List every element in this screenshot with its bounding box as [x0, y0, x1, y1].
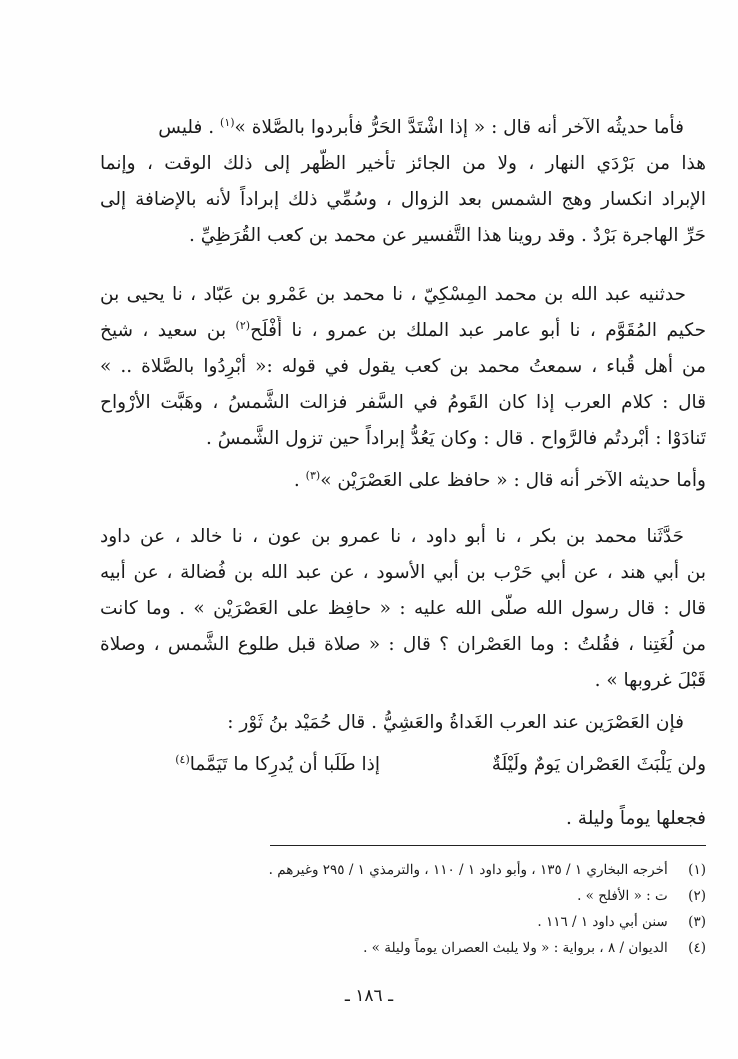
paragraph-2-line-2: حكيم المُقَوَّم ، نا أبو عامر عبد الملك بن عمرو ، نا أَفْلَح$^{(٢)}$ بن سعيد ، شيخ — [100, 318, 706, 341]
paragraph-4-line-2: بن أبي هند ، عن أبي حَرْب بن أبي الأسود ، عن عبد الله بن فُضالة ، عن أبيه — [100, 562, 706, 583]
footnote-ref-3[interactable]: (٣) — [305, 468, 321, 482]
footnote-ref-4[interactable]: (٤) — [175, 752, 190, 766]
paragraph-3-line-1: وأما حديثه الآخر أنه قال : « حافظ على العَصْرَيْن »$^{(٣)}$ . — [293, 468, 706, 491]
paragraph-1-line-2: هذا من بَرْدَي النهار ، ولا من الجائز تأخير الظُّهر إلى ذلك الوقت ، وإنما — [100, 153, 706, 174]
paragraph-2-line-4: قال : كلام العرب إذا كان القَومُ في السَّفر فزالت الشَّمسُ ، وهَبَّت الأرْواح — [100, 392, 706, 413]
footnote-divider — [270, 845, 706, 846]
footnote-ref-1[interactable]: (١) — [220, 115, 235, 129]
paragraph-2-line-1: حدثنيه عبد الله بن محمد المِسْكِيّ ، نا محمد بن عَمْرو بن عَبّاد ، نا يحيى بن — [100, 284, 686, 305]
verse-second-hemistich: إذا طَلَبا أن يُدرِكا ما تَيَمَّما$^{(٤)}$ — [175, 752, 380, 775]
paragraph-1-line-4: حَرِّ الهاجرة بَرْدٌ . وقد روينا هذا التَّفسير عن محمد بن كعب القُرَظِيِّ . — [188, 225, 706, 246]
page-number: ـ ١٨٦ ـ — [344, 986, 394, 1006]
footnote-1: (١) أخرجه البخاري ١ / ١٣٥ ، وأبو داود ١ / ١١٠ ، والترمذي ١ / ٢٩٥ وغيرهم . — [268, 862, 706, 878]
paragraph-5-line-1: فإن العَصْرَين عند العرب الغَداةُ والعَشِيُّ . قال حُمَيْد بنُ ثَوْر : — [227, 712, 684, 733]
verse-first-hemistich: ولن يَلْبَثَ العَصْران يَومٌ ولَيْلَةٌ — [491, 754, 706, 775]
footnote-2: (٢) ت : « الأفلح » . — [577, 888, 706, 904]
poetry-verse — [100, 750, 706, 780]
paragraph-1-line-3: الإبراد انكسار وهج الشمس بعد الزوال ، وسُمِّي ذلك إبراداً لأنه بالإضافة إلى — [100, 189, 706, 210]
paragraph-4-line-3: قال : قال رسول الله صلّى الله عليه : « حافِظ على العَصْرَيْن » . وما كانت — [100, 598, 706, 619]
paragraph-2-line-5: تَنادَوْا : أبْردتُم فالرَّواح . قال : وكان يَعُدُّ إبراداً حين تزول الشَّمسُ . — [206, 428, 706, 449]
footnote-ref-2[interactable]: (٢) — [235, 318, 251, 332]
paragraph-4-line-1: حَدَّثَنا محمد بن بكر ، نا أبو داود ، نا عمرو بن عون ، نا خالد ، عن داود — [100, 526, 684, 547]
paragraph-1-line-1: فأما حديثُه الآخر أنه قال : « إذا اشْتَدَّ الحَرُّ فأبردوا بالصَّلاة »$^{(١)}$ . فليس — [158, 115, 684, 138]
paragraph-4-line-5: قَبْلَ غروبها » . — [594, 670, 706, 691]
footnote-4: (٤) الديوان / ٨ ، برواية : « ولا يلبث العصران يوماً وليلة » . — [363, 940, 706, 956]
paragraph-2-line-3: من أهل قُباء ، سمعتُ محمد بن كعب يقول في قوله :« أبْرِدُوا بالصَّلاة .. » — [100, 356, 706, 377]
footnote-3: (٣) سنن أبي داود ١ / ١١٦ . — [537, 914, 706, 930]
paragraph-4-line-4: من لُغَتِنا ، فقُلتُ : وما العَصْران ؟ قال : « صلاة قبل طلوع الشَّمس ، وصلاة — [100, 634, 706, 655]
paragraph-5-line-3: فجعلها يوماً وليلة . — [566, 808, 706, 829]
